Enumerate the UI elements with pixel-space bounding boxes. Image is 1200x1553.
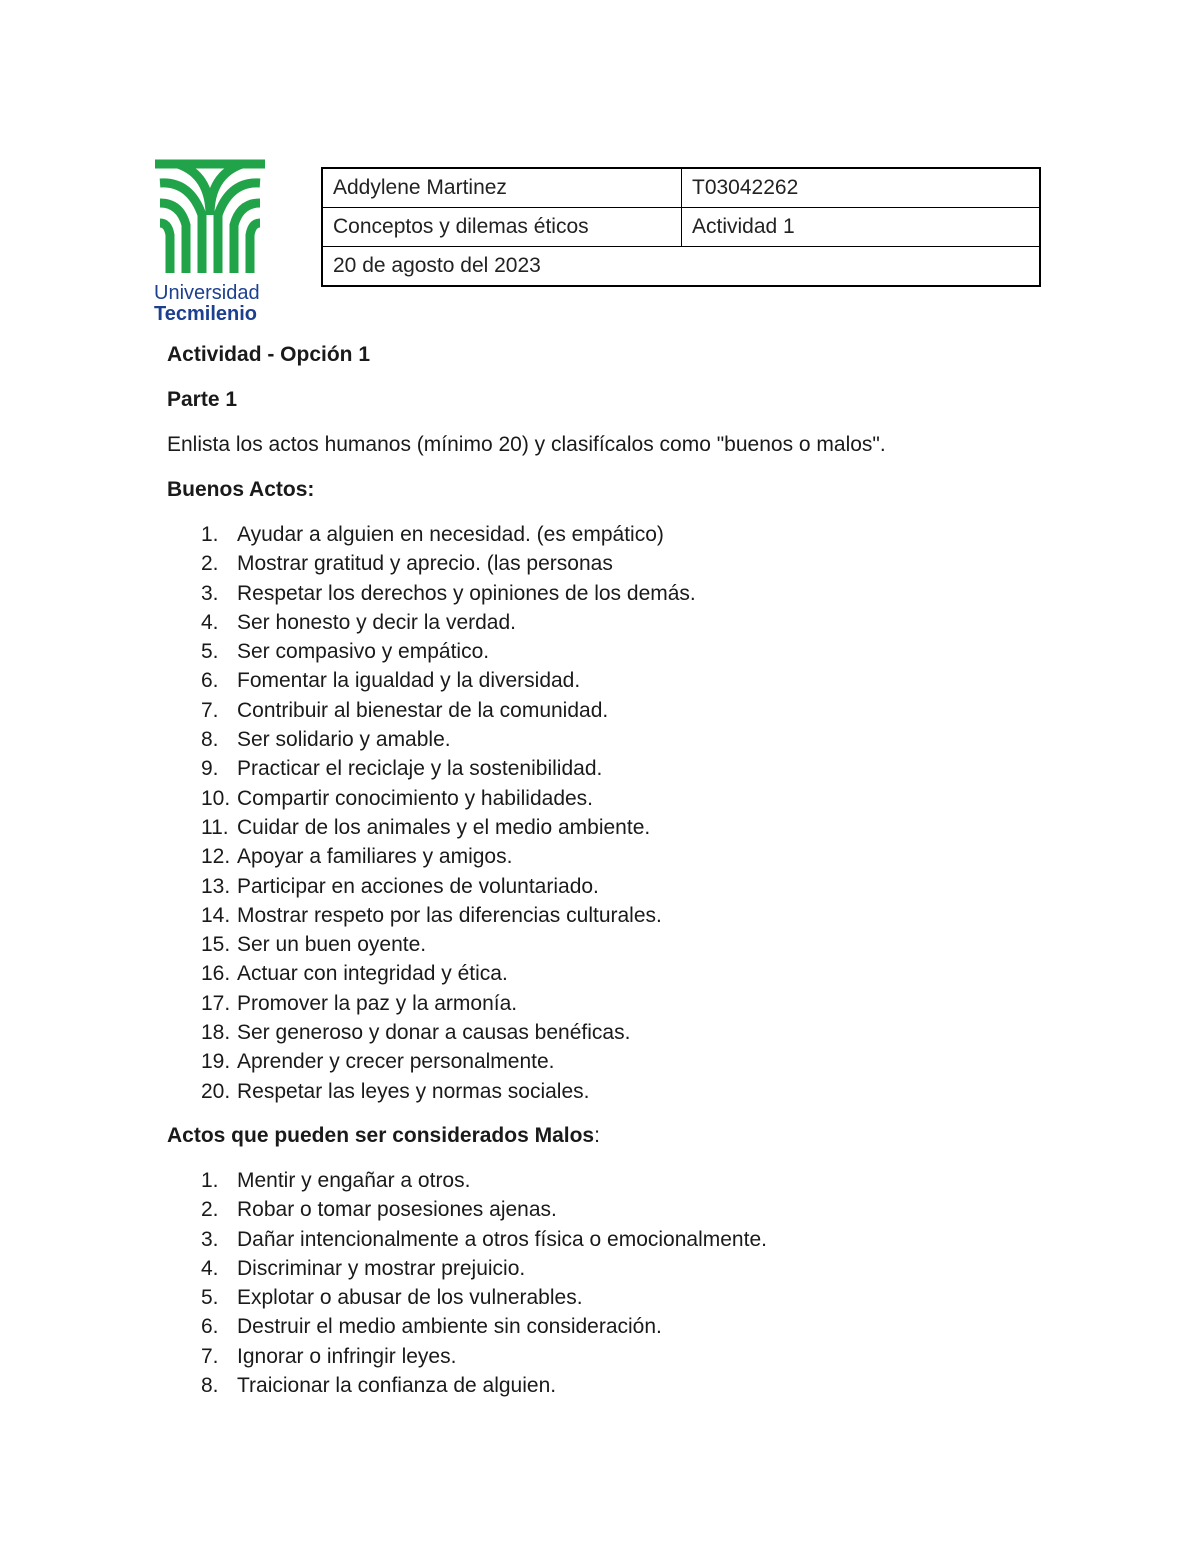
list-item bbox=[167, 1342, 1087, 1371]
list-number: 12. bbox=[201, 845, 231, 869]
list-number: 1. bbox=[201, 523, 219, 546]
list-item bbox=[167, 1166, 1087, 1195]
list-text: Traicionar la confianza de alguien. bbox=[237, 1374, 557, 1398]
list-number: 8. bbox=[201, 1374, 219, 1398]
list-text: Contribuir al bienestar de la comunidad. bbox=[237, 698, 609, 722]
list-number: 3. bbox=[201, 581, 219, 605]
logo-line-2: Tecmilenio bbox=[154, 303, 257, 325]
list-item bbox=[167, 637, 1087, 666]
bad-acts-list bbox=[167, 1166, 1087, 1400]
course-name: Conceptos y dilemas éticos bbox=[322, 208, 682, 247]
good-acts-heading: Buenos Actos: bbox=[167, 478, 315, 501]
list-item bbox=[167, 1312, 1087, 1341]
list-text: Robar o tomar posesiones ajenas. bbox=[237, 1198, 557, 1222]
list-number: 2. bbox=[201, 1198, 219, 1222]
list-item bbox=[167, 725, 1087, 754]
document-body bbox=[167, 340, 1087, 1400]
list-item bbox=[167, 754, 1087, 783]
list-item bbox=[167, 813, 1087, 842]
bad-acts-heading-colon: : bbox=[594, 1123, 600, 1147]
list-item bbox=[167, 930, 1087, 959]
list-text: Ser compasivo y empático. bbox=[237, 640, 490, 664]
table-row bbox=[322, 208, 1040, 247]
list-number: 8. bbox=[201, 728, 219, 752]
student-name: Addylene Martinez bbox=[322, 168, 682, 208]
list-text: Compartir conocimiento y habilidades. bbox=[237, 786, 594, 810]
list-number: 5. bbox=[201, 640, 219, 664]
list-number: 7. bbox=[201, 698, 219, 722]
tecmilenio-arches-icon bbox=[150, 155, 270, 275]
list-item bbox=[167, 579, 1087, 608]
list-text: Ser solidario y amable. bbox=[237, 728, 451, 752]
list-text: Practicar el reciclaje y la sostenibilidad. bbox=[237, 757, 603, 781]
part-heading: Parte 1 bbox=[167, 388, 238, 411]
list-item bbox=[167, 842, 1087, 871]
list-number: 4. bbox=[201, 1256, 219, 1280]
list-text: Destruir el medio ambiente sin consideración. bbox=[237, 1315, 662, 1339]
list-item bbox=[167, 549, 1087, 578]
list-number: 10. bbox=[201, 786, 231, 810]
list-text: Respetar las leyes y normas sociales. bbox=[237, 1079, 590, 1103]
list-text: Mostrar respeto por las diferencias culturales. bbox=[237, 903, 662, 927]
list-number: 14. bbox=[201, 903, 231, 927]
list-item bbox=[167, 784, 1087, 813]
list-item bbox=[167, 1254, 1087, 1283]
student-id: T03042262 bbox=[682, 168, 1041, 208]
list-number: 2. bbox=[201, 552, 219, 576]
list-text: Actuar con integridad y ética. bbox=[237, 962, 508, 986]
good-acts-list bbox=[167, 520, 1087, 1106]
logo-line-1: Universidad bbox=[154, 282, 260, 304]
activity-name: Actividad 1 bbox=[682, 208, 1041, 247]
list-number: 20. bbox=[201, 1079, 231, 1103]
list-number: 18. bbox=[201, 1021, 231, 1045]
list-text: Ignorar o infringir leyes. bbox=[237, 1344, 457, 1368]
list-text: Ser un buen oyente. bbox=[237, 933, 427, 957]
list-number: 1. bbox=[201, 1168, 219, 1192]
list-item bbox=[167, 989, 1087, 1018]
list-number: 16. bbox=[201, 962, 231, 986]
list-number: 19. bbox=[201, 1050, 231, 1074]
list-number: 11. bbox=[201, 815, 229, 839]
table-row bbox=[322, 247, 1040, 287]
document-date: 20 de agosto del 2023 bbox=[322, 247, 1040, 287]
list-number: 4. bbox=[201, 610, 219, 634]
bad-acts-heading-text: Actos que pueden ser considerados Malos bbox=[167, 1123, 595, 1147]
instruction-text: Enlista los actos humanos (mínimo 20) y clasifícalos como "buenos o malos". bbox=[167, 433, 886, 456]
list-item bbox=[167, 666, 1087, 695]
list-item bbox=[167, 1077, 1087, 1106]
list-number: 15. bbox=[201, 933, 231, 957]
list-item bbox=[167, 1047, 1087, 1076]
list-item bbox=[167, 1018, 1087, 1047]
list-text: Mostrar gratitud y aprecio. (las personas bbox=[237, 552, 613, 576]
list-item bbox=[167, 1225, 1087, 1254]
list-number: 17. bbox=[201, 991, 231, 1015]
list-text: Discriminar y mostrar prejuicio. bbox=[237, 1256, 526, 1280]
list-text: Mentir y engañar a otros. bbox=[237, 1168, 471, 1192]
list-item bbox=[167, 608, 1087, 637]
list-item bbox=[167, 1195, 1087, 1224]
list-item bbox=[167, 696, 1087, 725]
bad-acts-heading bbox=[167, 1121, 1087, 1166]
list-item bbox=[167, 1283, 1087, 1312]
page-title: Actividad - Opción 1 bbox=[167, 343, 371, 366]
list-number: 3. bbox=[201, 1227, 219, 1251]
list-item bbox=[167, 520, 1087, 549]
list-item bbox=[167, 959, 1087, 988]
list-item bbox=[167, 901, 1087, 930]
list-text: Ser generoso y donar a causas benéficas. bbox=[237, 1021, 631, 1045]
list-text: Fomentar la igualdad y la diversidad. bbox=[237, 669, 581, 693]
student-info-table bbox=[321, 167, 1041, 287]
list-number: 13. bbox=[201, 874, 231, 898]
list-number: 9. bbox=[201, 757, 219, 781]
list-number: 6. bbox=[201, 1315, 219, 1339]
list-text: Explotar o abusar de los vulnerables. bbox=[237, 1286, 583, 1310]
list-text: Ayudar a alguien en necesidad. (es empático) bbox=[237, 523, 664, 546]
list-item bbox=[167, 1371, 1087, 1400]
list-text: Ser honesto y decir la verdad. bbox=[237, 610, 516, 634]
list-text: Respetar los derechos y opiniones de los demás. bbox=[237, 581, 696, 605]
list-text: Participar en acciones de voluntariado. bbox=[237, 874, 599, 898]
list-number: 7. bbox=[201, 1344, 219, 1368]
list-text: Cuidar de los animales y el medio ambiente. bbox=[237, 815, 651, 839]
list-text: Dañar intencionalmente a otros física o emocionalmente. bbox=[237, 1227, 767, 1251]
list-text: Aprender y crecer personalmente. bbox=[237, 1050, 555, 1074]
list-text: Promover la paz y la armonía. bbox=[237, 991, 518, 1015]
list-text: Apoyar a familiares y amigos. bbox=[237, 845, 513, 869]
list-item bbox=[167, 872, 1087, 901]
list-number: 5. bbox=[201, 1286, 219, 1310]
university-logo bbox=[150, 155, 275, 325]
list-number: 6. bbox=[201, 669, 219, 693]
table-row bbox=[322, 168, 1040, 208]
